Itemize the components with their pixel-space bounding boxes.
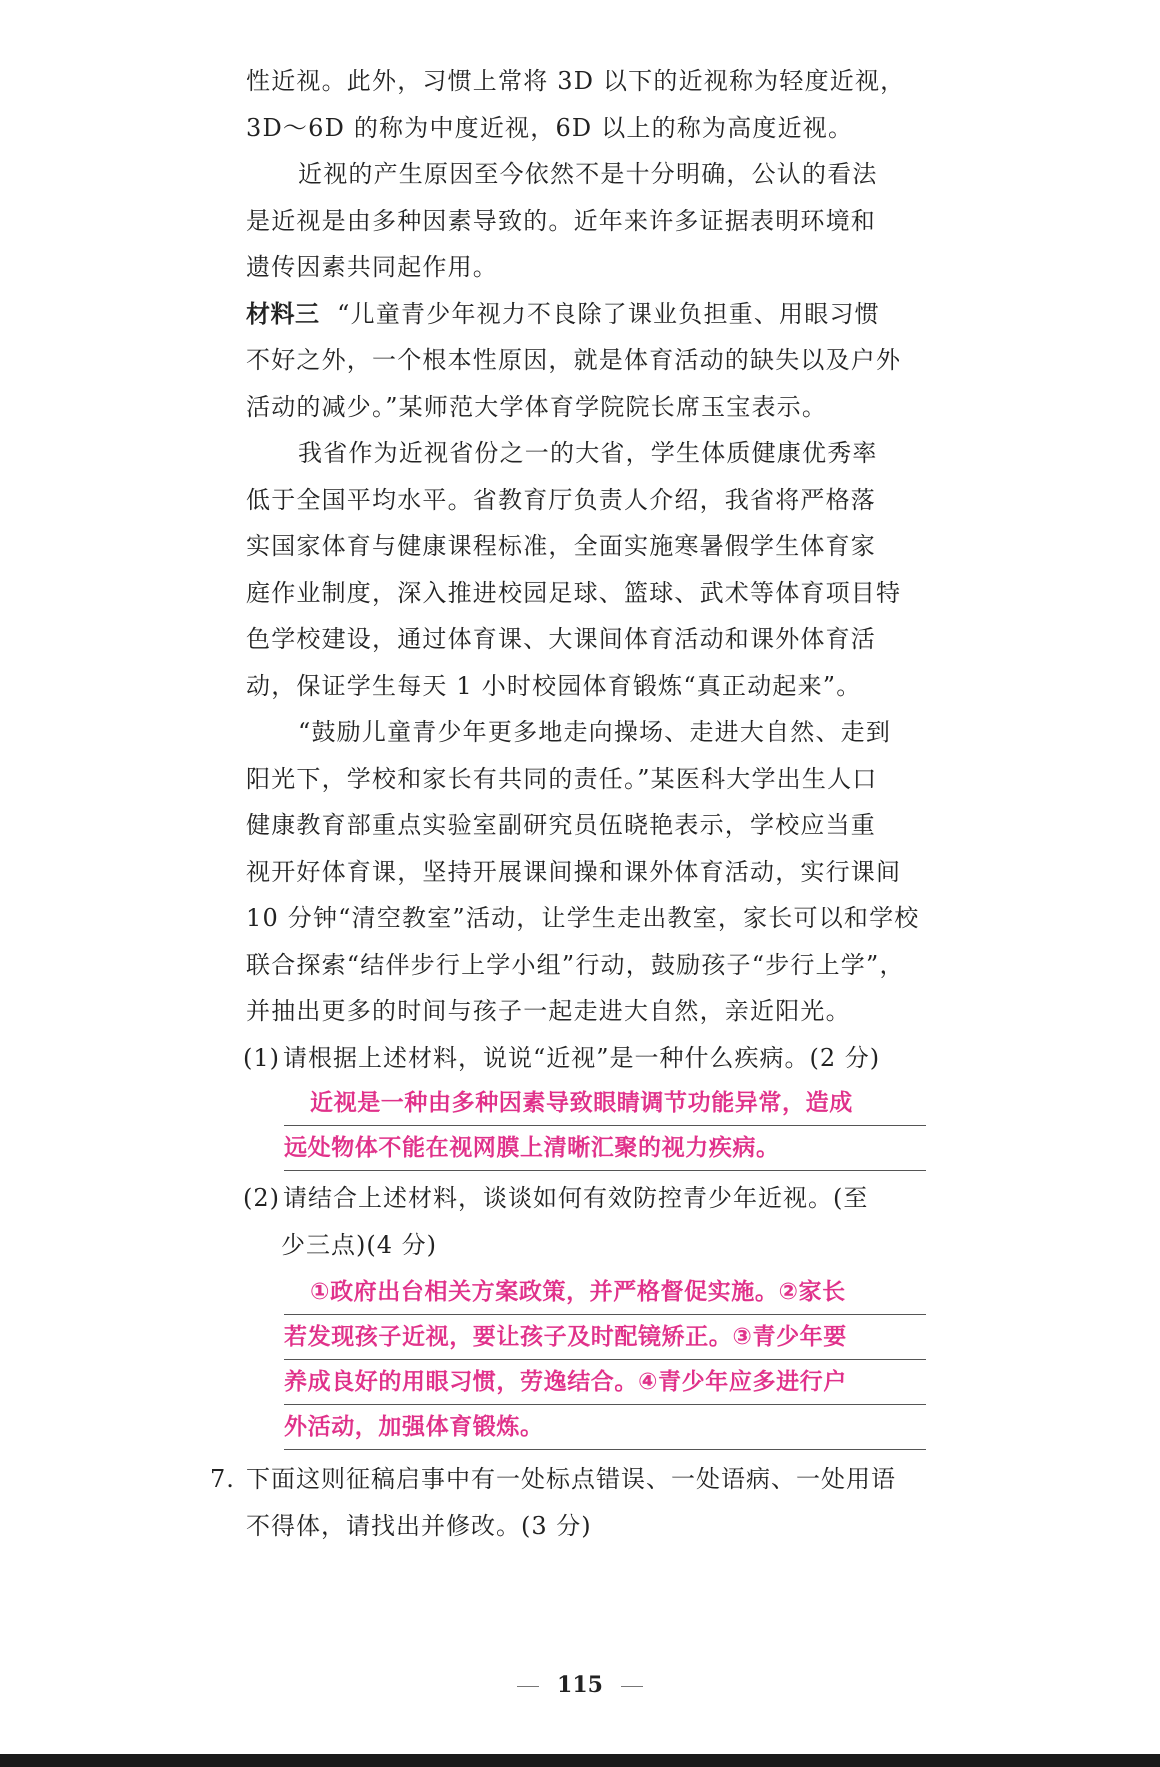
material-three xyxy=(246,291,926,431)
passage-line: 不好之外，一个根本性原因，就是体育活动的缺失以及户外 xyxy=(246,346,902,374)
passage-line: 色学校建设，通过体育课、大课间体育活动和课外体育活 xyxy=(246,625,876,653)
passage-line: 我省作为近视省份之一的大省，学生体质健康优秀率 xyxy=(298,439,878,467)
answer-line: 近视是一种由多种因素导致眼睛调节功能异常，造成 xyxy=(284,1081,926,1126)
material-three-text: “儿童青少年视力不良除了课业负担重、用眼习惯 xyxy=(337,299,880,328)
passage-line: 实国家体育与健康课程标准，全面实施寒暑假学生体育家 xyxy=(246,532,876,560)
passage-line: 健康教育部重点实验室副研究员伍晓艳表示，学校应当重 xyxy=(246,811,876,839)
passage-block-d xyxy=(246,709,926,1035)
page-content xyxy=(210,58,926,1549)
passage-line: 3D～6D 的称为中度近视，6D 以上的称为高度近视。 xyxy=(246,113,854,142)
question-7-number: 7. xyxy=(210,1465,235,1493)
question-2 xyxy=(243,1175,926,1450)
passage-line: 庭作业制度，深入推进校园足球、篮球、武术等体育项目特 xyxy=(246,578,902,607)
footer-dash xyxy=(621,1686,643,1687)
question-2-number: (2) xyxy=(243,1184,280,1212)
passage-line: 低于全国平均水平。省教育厅负责人介绍，我省将严格落 xyxy=(246,485,876,514)
answer-line: 养成良好的用眼习惯，劳逸结合。④青少年应多进行户 xyxy=(284,1360,926,1405)
passage-line: 遗传因素共同起作用。 xyxy=(246,253,498,281)
question-7-line: 不得体，请找出并修改。(3 分) xyxy=(246,1511,592,1540)
question-1-answer xyxy=(284,1081,926,1171)
question-2-answer xyxy=(284,1270,926,1450)
passage-line: 并抽出更多的时间与孩子一起走进大自然，亲近阳光。 xyxy=(246,997,851,1025)
page-footer xyxy=(0,1672,1160,1698)
answer-line: 若发现孩子近视，要让孩子及时配镜矫正。③青少年要 xyxy=(284,1315,926,1360)
passage-line: 性近视。此外，习惯上常将 3D 以下的近视称为轻度近视， xyxy=(246,67,906,95)
passage-block-c xyxy=(246,430,926,709)
question-2-prompt-cont: 少三点)(4 分) xyxy=(281,1230,437,1259)
answer-line: 外活动，加强体育锻炼。 xyxy=(284,1405,926,1450)
page-number: 115 xyxy=(557,1672,603,1698)
question-1-text: 请根据上述材料，说说“近视”是一种什么疾病。(2 分) xyxy=(283,1043,881,1072)
passage-line: 是近视是由多种因素导致的。近年来许多证据表明环境和 xyxy=(246,206,876,235)
material-three-label: 材料三 xyxy=(246,299,320,328)
passage-line: 动，保证学生每天 1 小时校园体育锻炼“真正动起来”。 xyxy=(246,671,862,700)
question-2-prompt xyxy=(243,1175,926,1222)
answer-line: ①政府出台相关方案政策，并严格督促实施。②家长 xyxy=(284,1270,926,1315)
question-1-prompt xyxy=(243,1035,926,1082)
answer-line: 远处物体不能在视网膜上清晰汇聚的视力疾病。 xyxy=(284,1126,926,1171)
passage-line: 视开好体育课，坚持开展课间操和课外体育活动，实行课间 xyxy=(246,857,902,886)
question-7-text: 下面这则征稿启事中有一处标点错误、一处语病、一处用语 xyxy=(246,1465,896,1493)
question-7-line xyxy=(210,1456,926,1503)
question-7 xyxy=(210,1456,926,1549)
passage-line: 阳光下，学校和家长有共同的责任。”某医科大学出生人口 xyxy=(246,764,878,793)
passage-block-a xyxy=(246,58,926,151)
footer-dash xyxy=(517,1686,539,1687)
bottom-edge-bar xyxy=(0,1754,1160,1767)
passage-line: 10 分钟“清空教室”活动，让学生走出教室，家长可以和学校 xyxy=(246,904,920,932)
question-1 xyxy=(243,1035,926,1172)
passage-line: “鼓励儿童青少年更多地走向操场、走进大自然、走到 xyxy=(298,718,892,746)
passage-line: 联合探索“结伴步行上学小组”行动，鼓励孩子“步行上学”， xyxy=(246,950,905,979)
passage-line: 活动的减少。”某师范大学体育学院院长席玉宝表示。 xyxy=(246,392,828,421)
passage-block-b xyxy=(246,151,926,291)
question-2-text: 请结合上述材料，谈谈如何有效防控青少年近视。(至 xyxy=(283,1184,869,1212)
passage-line xyxy=(246,291,926,338)
passage-line: 近视的产生原因至今依然不是十分明确，公认的看法 xyxy=(298,160,878,188)
question-1-number: (1) xyxy=(243,1043,280,1072)
